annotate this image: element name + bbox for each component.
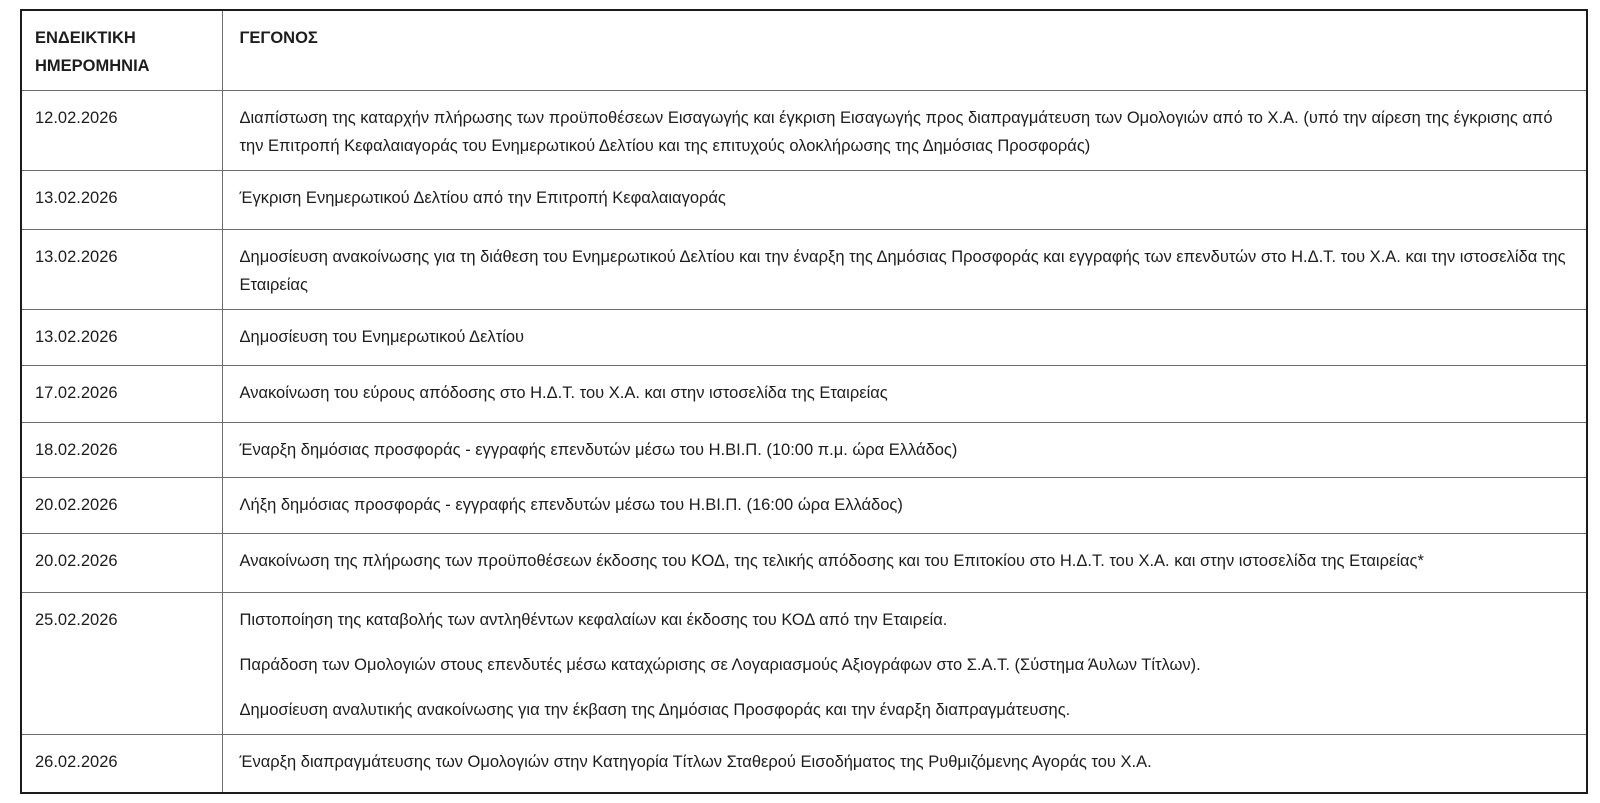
table-row [21,593,1587,735]
table-row [21,230,1587,310]
event-paragraph: Δημοσίευση αναλυτικής ανακοίνωσης για την έκβαση της Δημόσιας Προσφοράς και την έναρξη διαπραγμάτευσης. [239,701,1071,719]
table-row [21,735,1587,793]
event-paragraph: Ανακοίνωση του εύρους απόδοσης στο Η.Δ.Τ. του Χ.Α. και στην ιστοσελίδα της Εταιρείας [239,384,888,402]
cell-event [222,593,1587,735]
event-paragraph: Λήξη δημόσιας προσφοράς - εγγραφής επενδυτών μέσω του Η.ΒΙ.Π. (16:00 ώρα Ελλάδος) [239,496,903,514]
event-paragraph: Παράδοση των Ομολογιών στους επενδυτές μέσω καταχώρισης σε Λογαριασμούς Αξιογράφων στο Σ.Α.Τ. (Σύστημα Άυλων Τίτλων). [239,656,1201,674]
cell-date: 13.02.2026 [21,171,222,230]
cell-date: 18.02.2026 [21,423,222,478]
cell-date: 13.02.2026 [21,230,222,310]
indicative-timetable [20,9,1588,794]
cell-date: 20.02.2026 [21,478,222,534]
event-paragraph: Δημοσίευση ανακοίνωσης για τη διάθεση του Ενημερωτικού Δελτίου και την έναρξη της Δημόσιας Προσφοράς και εγγραφής των επενδυτών στο Η.Δ.Τ. του Χ.Α. και την ιστοσελίδα της Εταιρείας [239,248,1566,294]
cell-date: 20.02.2026 [21,534,222,593]
header-event: ΓΕΓΟΝΟΣ [222,10,1587,91]
document-page [20,9,1588,794]
table-row [21,91,1587,171]
table-row [21,423,1587,478]
event-paragraph: Έναρξη δημόσιας προσφοράς - εγγραφής επενδυτών μέσω του Η.ΒΙ.Π. (10:00 π.μ. ώρα Ελλάδος) [239,441,958,459]
cell-event [222,310,1587,366]
table-row [21,534,1587,593]
event-paragraph: Δημοσίευση του Ενημερωτικού Δελτίου [239,328,525,346]
event-paragraph: Έγκριση Ενημερωτικού Δελτίου από την Επιτροπή Κεφαλαιαγοράς [239,189,726,207]
event-paragraph: Διαπίστωση της καταρχήν πλήρωσης των προϋποθέσεων Εισαγωγής και έγκριση Εισαγωγής προς διαπραγμάτευση των Ομολογιών από το Χ.Α. (υπό την αίρεση της έγκρισης από την Επιτροπή Κεφαλαιαγοράς του Ενημερωτικού Δελτίου και της επιτυχούς ολοκλήρωσης της Δημόσιας Προσφοράς) [239,109,1553,155]
event-paragraph: Πιστοποίηση της καταβολής των αντληθέντων κεφαλαίων και έκδοσης του ΚΟΔ από την Εταιρεία. [239,611,948,629]
cell-event [222,735,1587,793]
cell-date: 17.02.2026 [21,366,222,423]
cell-event [222,366,1587,423]
cell-event [222,230,1587,310]
event-paragraph: Έναρξη διαπραγμάτευσης των Ομολογιών στην Κατηγορία Τίτλων Σταθερού Εισοδήματος της Ρυθμιζόμενης Αγοράς του Χ.Α. [239,753,1152,771]
cell-event [222,171,1587,230]
cell-event [222,534,1587,593]
cell-date: 12.02.2026 [21,91,222,171]
table-header-row [21,10,1587,91]
cell-event [222,478,1587,534]
table-row [21,310,1587,366]
event-paragraph: Ανακοίνωση της πλήρωσης των προϋποθέσεων έκδοσης του ΚΟΔ, της τελικής απόδοσης και του Επιτοκίου στο Η.Δ.Τ. του Χ.Α. και στην ιστοσελίδα της Εταιρείας* [239,552,1424,570]
cell-date: 26.02.2026 [21,735,222,793]
table-row [21,171,1587,230]
header-indicative-date: ΕΝΔΕΙΚΤΙΚΗ ΗΜΕΡΟΜΗΝΙΑ [21,10,222,91]
table-row [21,366,1587,423]
cell-event [222,423,1587,478]
table-row [21,478,1587,534]
cell-date: 13.02.2026 [21,310,222,366]
cell-event [222,91,1587,171]
cell-date: 25.02.2026 [21,593,222,735]
